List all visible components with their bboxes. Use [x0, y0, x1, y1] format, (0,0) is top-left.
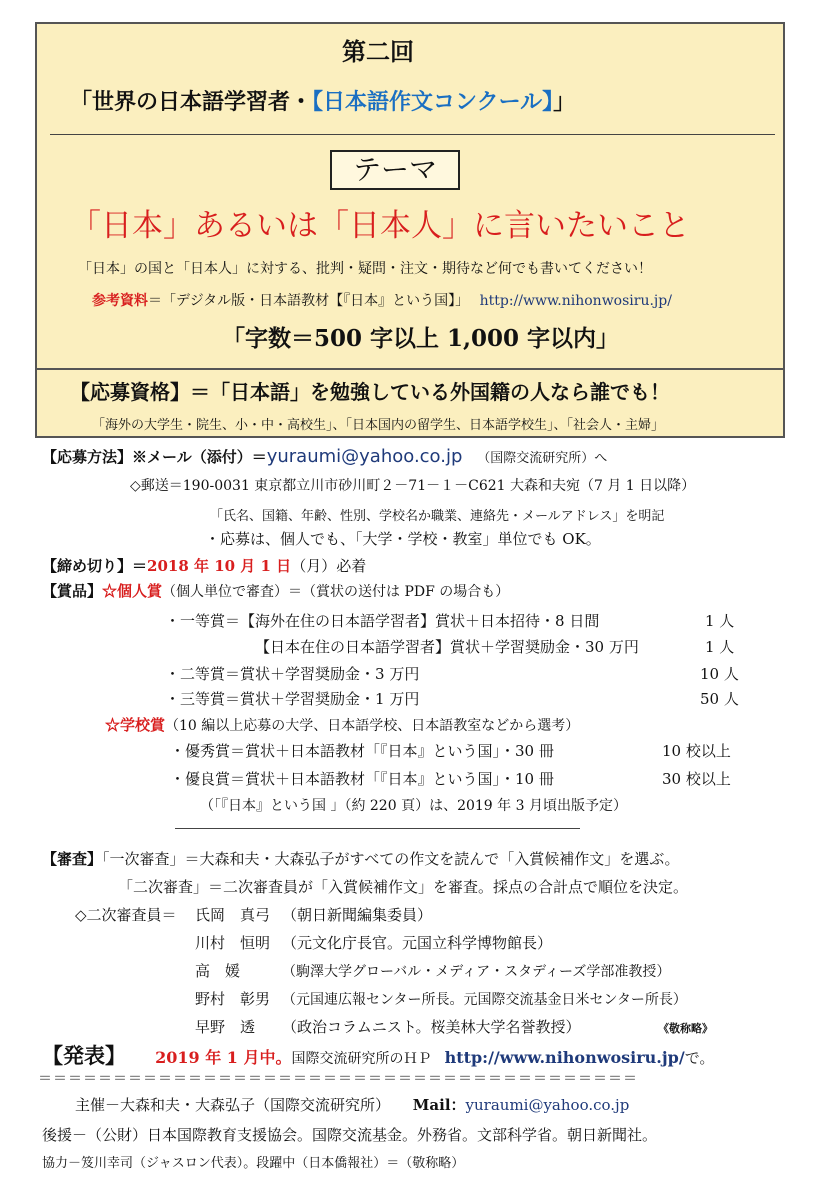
review-label: 【審査】 — [42, 850, 103, 868]
prize-item: ・一等賞＝【海外在住の日本語学習者】賞状＋日本招待・8 日間 — [165, 612, 600, 630]
prize-item: ・二等賞＝賞状＋学習奨励金・3 万円 — [165, 665, 420, 683]
deadline-date: 2018 年 10 月 1 日 — [147, 557, 292, 575]
prize-line — [42, 580, 509, 601]
judge-role: （元文化庁長官。元国立科学博物館長） — [282, 934, 553, 952]
eligibility-detail: 「海外の大学生・院生、小・中・高校生」、「日本国内の留学生、日本語学校生」、「社会人・主婦」 — [92, 418, 665, 433]
judge-name: 早野 透 — [195, 1018, 256, 1036]
review-line — [42, 848, 680, 869]
announcement-line — [42, 1040, 714, 1070]
reference-label: 参考資料 — [92, 293, 148, 309]
section-divider — [175, 828, 580, 829]
reference-text: ＝「デジタル版・日本語教材【『日本』という国】」 — [148, 293, 470, 309]
prize-count: 50 人 — [700, 690, 739, 708]
prize-count: 1 人 — [705, 638, 735, 656]
theme-text: 「日本」あるいは「日本人」に言いたいこと — [70, 208, 690, 244]
deadline-suffix: （月）必着 — [291, 557, 367, 575]
reference-line — [92, 290, 672, 310]
school-prize-line — [105, 714, 579, 735]
judges-label: ◇二次審査員＝ — [75, 906, 177, 924]
prize-label: 【賞品】 — [42, 582, 103, 600]
application-email[interactable]: yuraumi@yahoo.co.jp — [266, 446, 463, 467]
edition-title: 第二回 — [342, 37, 414, 66]
school-prize-note: （10 編以上応募の大学、日本語学校、日本語教室などから選考） — [165, 718, 580, 734]
school-prize-item: ・優秀賞＝賞状＋日本語教材「『日本』という国」・30 冊 — [170, 742, 554, 760]
application-mail: ◇郵送＝190-0031 東京都立川市砂川町２－71－１－C621 大森和夫宛（7 月 1 日以降） — [130, 478, 696, 494]
judge-role: （政治コラムニスト。桜美林大学名誉教授） — [282, 1018, 581, 1036]
application-label: 【応募方法】※メール（添付）＝ — [42, 448, 267, 466]
judge-name: 氏岡 真弓 — [195, 906, 271, 924]
announcement-date: 2019 年 1 月中。 — [155, 1048, 292, 1067]
book-note: （「『日本』という国 」（約 220 頁）は、2019 年 3 月頃出版予定） — [200, 798, 627, 814]
prize-count: 10 人 — [700, 665, 739, 683]
announcement-label: 【発表】 — [42, 1043, 126, 1068]
theme-subtitle: 「日本」の国と「日本人」に対する、批判・疑問・注文・期待など何でも書いてください！ — [78, 261, 652, 277]
application-note2: ・応募は、個人でも、「大学・学校・教室」単位でも OK。 — [205, 530, 601, 548]
header-panel — [35, 22, 785, 370]
reference-url[interactable]: http://www.nihonwosiru.jp/ — [479, 293, 672, 309]
header-divider — [50, 134, 775, 135]
footer-cooperation: 協力－笈川幸司（ジャスロン代表）。段躍中（日本僑報社）＝（敬称略） — [42, 1156, 465, 1171]
title-part2: 【日本語作文コンクール】 — [312, 90, 554, 115]
contest-title — [70, 85, 575, 116]
prize-item: ・三等賞＝賞状＋学習奨励金・1 万円 — [165, 690, 420, 708]
announcement-text: 国際交流研究所のＨＰ — [291, 1051, 432, 1067]
prize-item: 【日本在住の日本語学習者】賞状＋学習奨励金・30 万円 — [255, 638, 639, 656]
individual-prize-label: ☆個人賞 — [102, 582, 163, 600]
theme-label: テーマ — [330, 150, 460, 190]
judge-role: （元国連広報センター所長。元国際交流基金日米センター所長） — [282, 992, 687, 1008]
deadline-label: 【締め切り】＝ — [42, 557, 148, 575]
judge-role: （駒澤大学グローバル・メディア・スタディーズ学部准教授） — [282, 964, 671, 980]
footer-mail[interactable]: yuraumi@yahoo.co.jp — [465, 1096, 630, 1114]
announcement-url[interactable]: http://www.nihonwosiru.jp/ — [444, 1048, 685, 1067]
title-part1: 「世界の日本語学習者・ — [70, 90, 313, 115]
footer-host: 主催－大森和夫・大森弘子（国際交流研究所） — [75, 1096, 391, 1114]
eligibility-title: 【応募資格】＝「日本語」を勉強している外国籍の人なら誰でも！ — [70, 380, 670, 404]
honorific-note: 《敬称略》 — [658, 1022, 713, 1035]
judge-role: （朝日新聞編集委員） — [282, 906, 433, 924]
deadline-line — [42, 555, 366, 576]
school-prize-count: 10 校以上 — [662, 742, 731, 760]
judge-name: 川村 恒明 — [195, 934, 271, 952]
judge-name: 高 媛 — [195, 962, 241, 980]
school-prize-label: ☆学校賞 — [105, 716, 166, 734]
school-prize-count: 30 校以上 — [662, 770, 731, 788]
announcement-suffix: で。 — [684, 1049, 715, 1067]
prize-count: 1 人 — [705, 612, 735, 630]
footer-mail-label: Mail： — [412, 1096, 466, 1114]
judge-name: 野村 彰男 — [195, 990, 271, 1008]
individual-prize-note: （個人単位で審査）＝（賞状の送付は PDF の場合も） — [162, 584, 510, 600]
review-first: 「一次審査」＝大森和夫・大森弘子がすべての作文を読んで「入賞候補作文」を選ぶ。 — [102, 850, 680, 868]
application-email-note: （国際交流研究所）へ — [477, 451, 608, 466]
footer-support: 後援－（公財）日本国際教育支援協会。国際交流基金。外務省。文部科学省。朝日新聞社。 — [42, 1126, 658, 1144]
footer-host-line — [75, 1094, 629, 1115]
school-prize-item: ・優良賞＝賞状＋日本語教材「『日本』という国」・10 冊 — [170, 770, 554, 788]
review-second: 「二次審査」＝二次審査員が「入賞候補作文」を審査。採点の合計点で順位を決定。 — [118, 878, 689, 896]
title-part3: 」 — [553, 90, 576, 115]
footer-divider: ＝＝＝＝＝＝＝＝＝＝＝＝＝＝＝＝＝＝＝＝＝＝＝＝＝＝＝＝＝＝＝＝＝＝＝＝＝＝＝＝ — [38, 1071, 638, 1087]
word-count: 「字数＝500 字以上 1,000 字以内」 — [222, 325, 620, 352]
application-note1: 「氏名、国籍、年齢、性別、学校名か職業、連絡先・メールアドレス」を明記 — [210, 509, 665, 524]
application-line — [42, 446, 607, 467]
